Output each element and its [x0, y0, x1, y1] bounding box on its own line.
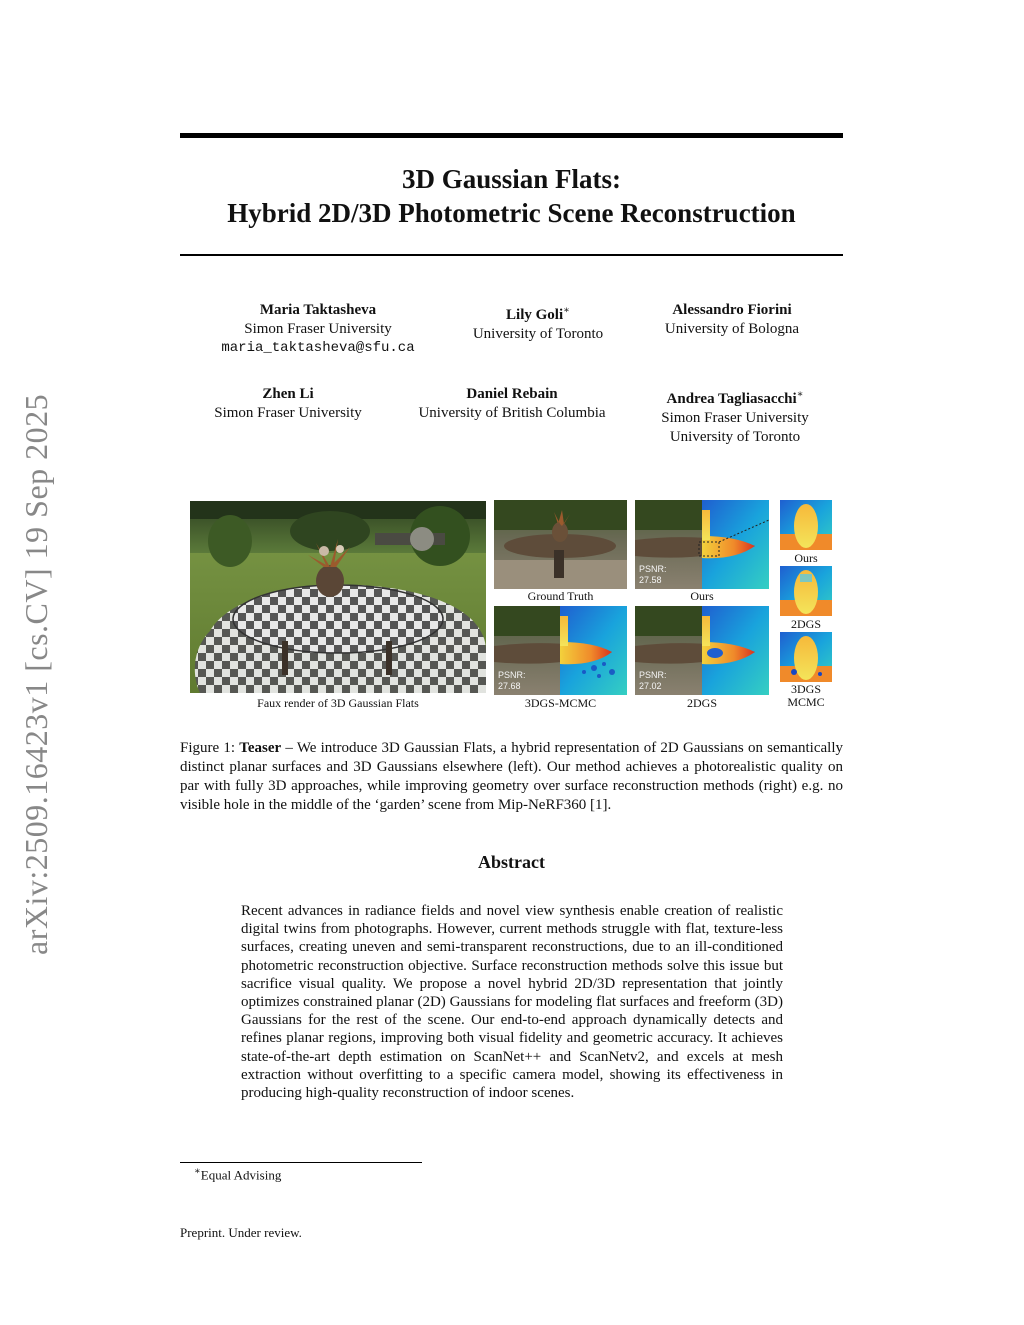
author-block-tagliasacchi [638, 385, 832, 447]
author-name: Daniel Rebain [466, 386, 558, 402]
title-line-1: 3D Gaussian Flats: [401, 164, 622, 194]
author-block-taktasheva [208, 301, 428, 358]
title-rule-bottom [180, 254, 843, 256]
caption-prefix: Figure 1: [180, 740, 240, 756]
paper-title [180, 162, 843, 230]
author-affiliation: University of British Columbia [418, 405, 606, 421]
author-name: Alessandro Fiorini [672, 302, 792, 318]
inset-label-line-1: 3DGS [790, 682, 821, 696]
inset-2dgs-image [780, 566, 832, 616]
caption-bold: Teaser [239, 740, 282, 756]
psnr-readout-ours [639, 564, 667, 586]
label-ours: Ours [690, 589, 714, 603]
footnote-rule [180, 1162, 422, 1163]
author-affiliation: Simon Fraser University [661, 410, 809, 426]
psnr-label: PSNR: [498, 670, 526, 680]
title-line-2: Hybrid 2D/3D Photometric Scene Reconstruction [227, 198, 796, 228]
inset-label-3dgs-mcmc [776, 683, 836, 709]
author-name: Maria Taktasheva [259, 302, 377, 318]
author-affiliation-2: University of Toronto [669, 429, 801, 445]
author-affiliation: University of Toronto [472, 326, 604, 342]
equal-advising-mark: ∗ [796, 389, 804, 400]
label-ground-truth: Ground Truth [527, 589, 594, 603]
psnr-readout-2dgs [639, 670, 667, 692]
author-affiliation: University of Bologna [664, 321, 800, 337]
author-name: Andrea Tagliasacchi [666, 391, 797, 407]
equal-advising-mark: ∗ [563, 305, 570, 316]
caption-text: – We introduce 3D Gaussian Flats, a hybrid representation of 2D Gaussians on semantically distinct planar surfaces and 3D Gaussians elsewhere (left). Our method achieves a photorealistic quality on par with fully 3D approaches, while improving geometry over surface reconstruction methods (right) e.g. no visible hole in the middle of the ‘garden’ scene from Mip-NeRF360 [1]. [180, 740, 843, 813]
figure-caption [180, 739, 843, 815]
author-email[interactable]: maria_taktasheva@sfu.ca [221, 340, 415, 356]
inset-mcmc-image [780, 632, 832, 682]
author-block-li [198, 385, 378, 423]
author-name: Zhen Li [262, 386, 314, 402]
psnr-value: 27.68 [498, 681, 521, 691]
arxiv-identifier: arXiv:2509.16423v1 [cs.CV] 19 Sep 2025 [18, 393, 54, 955]
label-3dgs-mcmc: 3DGS-MCMC [524, 696, 597, 710]
label-2dgs: 2DGS [686, 696, 717, 710]
author-affiliation: Simon Fraser University [244, 321, 392, 337]
2dgs-image [635, 606, 769, 695]
inset-label-2dgs: 2DGS [790, 617, 821, 631]
faux-render-image [190, 501, 486, 693]
abstract-heading: Abstract [478, 852, 545, 872]
preprint-notice: Preprint. Under review. [180, 1225, 302, 1240]
ground-truth-image [494, 500, 627, 589]
label-faux-render: Faux render of 3D Gaussian Flats [257, 696, 419, 710]
psnr-label: PSNR: [639, 564, 667, 574]
psnr-readout-mcmc [498, 670, 526, 692]
psnr-value: 27.58 [639, 575, 662, 585]
footnote [194, 1166, 281, 1183]
title-rule-top [180, 133, 843, 138]
psnr-value: 27.02 [639, 681, 662, 691]
ours-image [635, 500, 769, 589]
inset-ours-image [780, 500, 832, 550]
author-name: Lily Goli [506, 307, 564, 323]
psnr-label: PSNR: [639, 670, 667, 680]
inset-label-ours: Ours [794, 551, 818, 565]
author-block-goli [448, 301, 628, 344]
footnote-mark: ∗ [194, 1166, 201, 1177]
inset-label-line-2: MCMC [787, 695, 825, 709]
3dgs-mcmc-image [494, 606, 627, 695]
author-block-fiorini [642, 301, 822, 339]
abstract-body: Recent advances in radiance fields and novel view synthesis enable creation of realistic digital twins from photographs. However, current methods struggle with flat, texture-less surfaces, creating uneven and semi-transparent reconstructions, due to an ill-conditioned photometric reconstruction objective. Surface reconstruction methods solve this issue but sacrifice visual quality. We propose a novel hybrid 2D/3D representation that jointly optimizes constrained planar (2D) Gaussians for modeling flat surfaces and freeform (3D) Gaussians for the rest of the scene. Our end-to-end approach dynamically detects and refines planar regions, improving both visual fidelity and geometric accuracy. It achieves state-of-the-art depth estimation on ScanNet++ and ScanNetv2, and excels at mesh extraction without overfitting to a specific camera model, showing its effectiveness in producing high-quality reconstruction of indoor scenes. [241, 903, 783, 1102]
author-affiliation: Simon Fraser University [214, 405, 362, 421]
footnote-text: Equal Advising [200, 1167, 282, 1183]
author-block-rebain [398, 385, 626, 423]
